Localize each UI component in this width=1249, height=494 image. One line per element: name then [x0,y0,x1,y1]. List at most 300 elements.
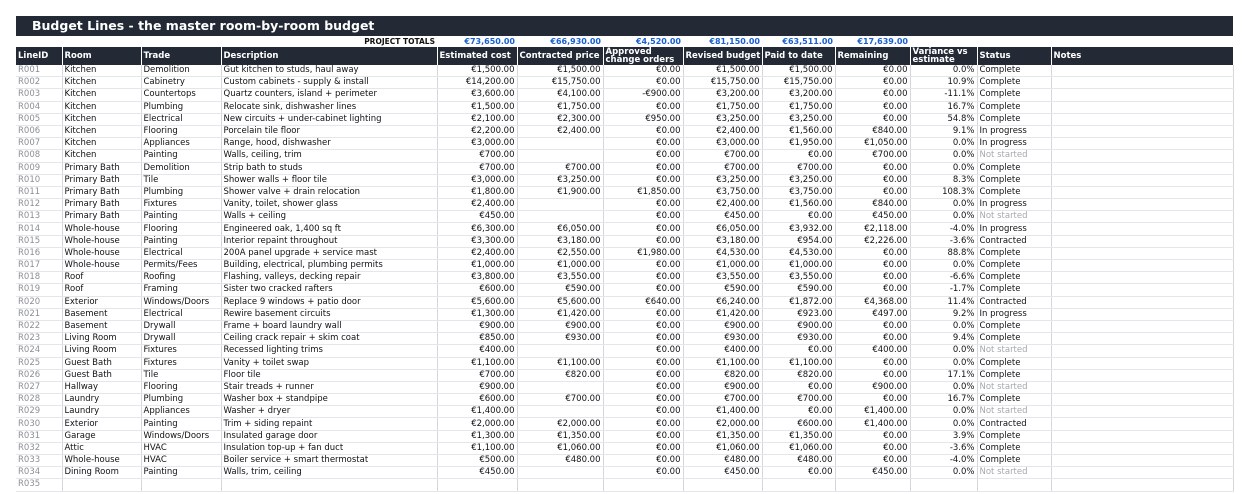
cell-revised-budget[interactable]: €1,060.00 [683,442,762,454]
cell-notes[interactable] [1051,369,1233,381]
cell-line-id[interactable]: R020 [16,296,62,308]
cell-estimated-cost[interactable]: €3,000.00 [437,174,517,186]
cell-revised-budget[interactable]: €4,530.00 [683,247,762,259]
cell-approved-change-orders[interactable]: €0.00 [603,199,683,211]
cell-status[interactable]: Not started [977,150,1051,162]
cell-line-id[interactable]: R011 [16,186,62,198]
cell-paid-to-date[interactable]: €700.00 [762,394,835,406]
table-row[interactable] [16,65,1233,77]
cell-status[interactable]: In progress [977,199,1051,211]
cell-estimated-cost[interactable]: €600.00 [437,284,517,296]
cell-paid-to-date[interactable]: €1,500.00 [762,65,835,77]
cell-approved-change-orders[interactable]: €0.00 [603,101,683,113]
cell-paid-to-date[interactable]: €1,350.00 [762,430,835,442]
cell-remaining[interactable]: €0.00 [835,186,910,198]
cell-room[interactable]: Primary Bath [62,211,141,223]
cell-description[interactable]: Insulation top-up + fan duct [221,442,437,454]
cell-revised-budget[interactable]: €900.00 [683,320,762,332]
cell-remaining[interactable]: €450.00 [835,467,910,479]
cell-estimated-cost[interactable]: €1,800.00 [437,186,517,198]
cell-contracted-price[interactable]: €1,100.00 [517,357,603,369]
cell-contracted-price[interactable]: €3,180.00 [517,235,603,247]
cell-room[interactable]: Whole-house [62,455,141,467]
cell-remaining[interactable]: €2,118.00 [835,223,910,235]
cell-status[interactable]: Complete [977,394,1051,406]
cell-variance-vs-estimate[interactable]: 108.3% [910,186,977,198]
cell-notes[interactable] [1051,162,1233,174]
cell-revised-budget[interactable]: €3,550.00 [683,272,762,284]
cell-notes[interactable] [1051,150,1233,162]
table-row[interactable] [16,467,1233,479]
cell-line-id[interactable]: R034 [16,467,62,479]
cell-status[interactable]: Complete [977,333,1051,345]
cell-revised-budget[interactable]: €1,100.00 [683,357,762,369]
cell-trade[interactable]: Fixtures [141,357,221,369]
column-header-revised-budget[interactable]: Revised budget [683,47,762,65]
cell-estimated-cost[interactable]: €1,300.00 [437,430,517,442]
cell-contracted-price[interactable] [517,150,603,162]
cell-description[interactable]: Boiler service + smart thermostat [221,455,437,467]
cell-line-id[interactable]: R029 [16,406,62,418]
cell-notes[interactable] [1051,333,1233,345]
cell-remaining[interactable]: €0.00 [835,284,910,296]
cell-revised-budget[interactable]: €3,000.00 [683,138,762,150]
cell-estimated-cost[interactable]: €3,800.00 [437,272,517,284]
total-remaining[interactable]: €17,639.00 [857,37,908,46]
cell-room[interactable]: Primary Bath [62,174,141,186]
cell-paid-to-date[interactable]: €1,560.00 [762,125,835,137]
cell-approved-change-orders[interactable]: €0.00 [603,125,683,137]
column-header-line-id[interactable]: LineID [16,47,62,65]
cell-status[interactable]: Complete [977,284,1051,296]
cell-estimated-cost[interactable]: €1,500.00 [437,65,517,77]
cell-estimated-cost[interactable]: €2,000.00 [437,418,517,430]
cell-room[interactable]: Kitchen [62,125,141,137]
cell-description[interactable]: Trim + siding repaint [221,418,437,430]
cell-room[interactable]: Garage [62,430,141,442]
cell-estimated-cost[interactable]: €1,100.00 [437,442,517,454]
cell-description[interactable]: Washer + dryer [221,406,437,418]
cell-estimated-cost[interactable]: €1,100.00 [437,357,517,369]
cell-description[interactable]: Recessed lighting trims [221,345,437,357]
cell-description[interactable]: Engineered oak, 1,400 sq ft [221,223,437,235]
cell-status[interactable]: Complete [977,357,1051,369]
cell-paid-to-date[interactable]: €0.00 [762,381,835,393]
cell-trade[interactable]: Painting [141,418,221,430]
table-row[interactable] [16,381,1233,393]
cell-variance-vs-estimate[interactable]: 0.0% [910,418,977,430]
cell-contracted-price[interactable]: €1,500.00 [517,65,603,77]
cell-description[interactable]: Vanity + toilet swap [221,357,437,369]
cell-trade[interactable]: Demolition [141,65,221,77]
cell-line-id[interactable]: R033 [16,455,62,467]
cell-contracted-price[interactable]: €590.00 [517,284,603,296]
cell-estimated-cost[interactable]: €900.00 [437,320,517,332]
cell-approved-change-orders[interactable]: €0.00 [603,333,683,345]
table-row[interactable] [16,199,1233,211]
cell-line-id[interactable]: R030 [16,418,62,430]
cell-trade[interactable]: Plumbing [141,394,221,406]
cell-variance-vs-estimate[interactable]: 0.0% [910,406,977,418]
table-row[interactable] [16,369,1233,381]
cell-variance-vs-estimate[interactable]: -1.7% [910,284,977,296]
cell-estimated-cost[interactable]: €2,100.00 [437,113,517,125]
cell-paid-to-date[interactable]: €700.00 [762,162,835,174]
cell-line-id[interactable]: R032 [16,442,62,454]
cell-status[interactable] [977,479,1051,491]
cell-approved-change-orders[interactable] [603,479,683,491]
cell-variance-vs-estimate[interactable]: 0.0% [910,138,977,150]
cell-revised-budget[interactable]: €3,200.00 [683,89,762,101]
cell-room[interactable]: Exterior [62,418,141,430]
cell-room[interactable]: Kitchen [62,138,141,150]
cell-notes[interactable] [1051,479,1233,491]
cell-estimated-cost[interactable]: €1,500.00 [437,101,517,113]
cell-approved-change-orders[interactable]: €0.00 [603,162,683,174]
table-row[interactable] [16,357,1233,369]
cell-status[interactable]: Complete [977,272,1051,284]
cell-remaining[interactable]: €0.00 [835,455,910,467]
cell-estimated-cost[interactable]: €500.00 [437,455,517,467]
cell-remaining[interactable]: €450.00 [835,211,910,223]
cell-approved-change-orders[interactable]: €640.00 [603,296,683,308]
cell-notes[interactable] [1051,272,1233,284]
cell-paid-to-date[interactable]: €923.00 [762,308,835,320]
cell-room[interactable]: Basement [62,320,141,332]
cell-remaining[interactable]: €497.00 [835,308,910,320]
cell-variance-vs-estimate[interactable]: 0.0% [910,357,977,369]
cell-notes[interactable] [1051,430,1233,442]
cell-line-id[interactable]: R017 [16,260,62,272]
cell-description[interactable]: Porcelain tile floor [221,125,437,137]
cell-trade[interactable]: Permits/Fees [141,260,221,272]
cell-approved-change-orders[interactable]: €0.00 [603,223,683,235]
cell-description[interactable]: Stair treads + runner [221,381,437,393]
cell-contracted-price[interactable]: €1,420.00 [517,308,603,320]
cell-status[interactable]: Not started [977,406,1051,418]
cell-revised-budget[interactable]: €1,750.00 [683,101,762,113]
table-row[interactable] [16,296,1233,308]
cell-line-id[interactable]: R012 [16,199,62,211]
column-header-contracted-price[interactable]: Contracted price [517,47,603,65]
cell-status[interactable]: In progress [977,308,1051,320]
cell-trade[interactable]: Electrical [141,308,221,320]
cell-revised-budget[interactable]: €400.00 [683,345,762,357]
cell-trade[interactable]: Flooring [141,381,221,393]
cell-estimated-cost[interactable]: €600.00 [437,394,517,406]
cell-trade[interactable]: Tile [141,174,221,186]
cell-line-id[interactable]: R014 [16,223,62,235]
cell-revised-budget[interactable]: €700.00 [683,162,762,174]
cell-line-id[interactable]: R026 [16,369,62,381]
cell-variance-vs-estimate[interactable]: -6.6% [910,272,977,284]
cell-variance-vs-estimate[interactable]: 11.4% [910,296,977,308]
table-row[interactable] [16,320,1233,332]
cell-room[interactable]: Living Room [62,345,141,357]
cell-paid-to-date[interactable]: €0.00 [762,211,835,223]
cell-approved-change-orders[interactable]: €0.00 [603,77,683,89]
column-header-room[interactable]: Room [62,47,141,65]
cell-estimated-cost[interactable]: €2,200.00 [437,125,517,137]
cell-paid-to-date[interactable]: €1,100.00 [762,357,835,369]
cell-room[interactable]: Primary Bath [62,186,141,198]
cell-paid-to-date[interactable]: €1,060.00 [762,442,835,454]
table-row[interactable] [16,89,1233,101]
cell-description[interactable]: Interior repaint throughout [221,235,437,247]
cell-notes[interactable] [1051,113,1233,125]
cell-revised-budget[interactable]: €2,400.00 [683,125,762,137]
cell-trade[interactable]: Plumbing [141,186,221,198]
cell-paid-to-date[interactable]: €15,750.00 [762,77,835,89]
cell-line-id[interactable]: R010 [16,174,62,186]
table-row[interactable] [16,162,1233,174]
cell-description[interactable]: Flashing, valleys, decking repair [221,272,437,284]
cell-revised-budget[interactable]: €1,000.00 [683,260,762,272]
cell-room[interactable]: Hallway [62,381,141,393]
cell-remaining[interactable]: €840.00 [835,199,910,211]
cell-notes[interactable] [1051,455,1233,467]
cell-approved-change-orders[interactable]: €0.00 [603,150,683,162]
cell-remaining[interactable]: €4,368.00 [835,296,910,308]
cell-notes[interactable] [1051,89,1233,101]
table-row[interactable] [16,186,1233,198]
cell-remaining[interactable]: €0.00 [835,113,910,125]
cell-status[interactable]: In progress [977,125,1051,137]
cell-status[interactable]: Contracted [977,296,1051,308]
cell-estimated-cost[interactable]: €3,300.00 [437,235,517,247]
cell-approved-change-orders[interactable]: €0.00 [603,284,683,296]
cell-notes[interactable] [1051,442,1233,454]
cell-room[interactable]: Guest Bath [62,369,141,381]
cell-trade[interactable]: Painting [141,150,221,162]
cell-approved-change-orders[interactable]: €0.00 [603,430,683,442]
cell-description[interactable]: Building, electrical, plumbing permits [221,260,437,272]
cell-line-id[interactable]: R005 [16,113,62,125]
table-row[interactable] [16,113,1233,125]
cell-status[interactable]: Complete [977,162,1051,174]
cell-approved-change-orders[interactable]: €0.00 [603,467,683,479]
cell-contracted-price[interactable]: €700.00 [517,394,603,406]
cell-notes[interactable] [1051,125,1233,137]
cell-contracted-price[interactable] [517,211,603,223]
cell-notes[interactable] [1051,65,1233,77]
cell-status[interactable]: In progress [977,138,1051,150]
cell-trade[interactable]: Painting [141,467,221,479]
cell-contracted-price[interactable]: €5,600.00 [517,296,603,308]
cell-line-id[interactable]: R015 [16,235,62,247]
cell-status[interactable]: Complete [977,186,1051,198]
cell-trade[interactable]: Framing [141,284,221,296]
cell-paid-to-date[interactable]: €0.00 [762,150,835,162]
cell-line-id[interactable]: R013 [16,211,62,223]
cell-room[interactable]: Kitchen [62,77,141,89]
cell-description[interactable]: Sister two cracked rafters [221,284,437,296]
cell-approved-change-orders[interactable]: €0.00 [603,211,683,223]
cell-contracted-price[interactable]: €1,350.00 [517,430,603,442]
cell-variance-vs-estimate[interactable]: -3.6% [910,235,977,247]
cell-status[interactable]: Complete [977,260,1051,272]
cell-description[interactable]: Range, hood, dishwasher [221,138,437,150]
cell-remaining[interactable]: €0.00 [835,394,910,406]
cell-room[interactable]: Whole-house [62,235,141,247]
cell-estimated-cost[interactable]: €2,400.00 [437,199,517,211]
cell-notes[interactable] [1051,77,1233,89]
cell-status[interactable]: Complete [977,89,1051,101]
cell-paid-to-date[interactable]: €820.00 [762,369,835,381]
cell-trade[interactable]: Tile [141,369,221,381]
cell-remaining[interactable]: €0.00 [835,357,910,369]
cell-remaining[interactable]: €0.00 [835,89,910,101]
cell-description[interactable]: Floor tile [221,369,437,381]
cell-variance-vs-estimate[interactable]: 88.8% [910,247,977,259]
cell-estimated-cost[interactable]: €1,300.00 [437,308,517,320]
cell-trade[interactable]: Appliances [141,406,221,418]
cell-status[interactable]: Not started [977,381,1051,393]
cell-paid-to-date[interactable]: €900.00 [762,320,835,332]
cell-paid-to-date[interactable]: €0.00 [762,345,835,357]
cell-status[interactable]: Complete [977,442,1051,454]
cell-line-id[interactable]: R002 [16,77,62,89]
cell-estimated-cost[interactable]: €14,200.00 [437,77,517,89]
cell-trade[interactable]: Plumbing [141,101,221,113]
cell-line-id[interactable]: R018 [16,272,62,284]
cell-line-id[interactable]: R031 [16,430,62,442]
table-row[interactable] [16,345,1233,357]
cell-variance-vs-estimate[interactable]: 3.9% [910,430,977,442]
cell-contracted-price[interactable]: €3,250.00 [517,174,603,186]
cell-variance-vs-estimate[interactable]: 8.3% [910,174,977,186]
cell-revised-budget[interactable]: €1,400.00 [683,406,762,418]
cell-remaining[interactable]: €0.00 [835,65,910,77]
cell-trade[interactable]: Painting [141,211,221,223]
cell-revised-budget[interactable]: €450.00 [683,211,762,223]
cell-contracted-price[interactable]: €820.00 [517,369,603,381]
cell-room[interactable] [62,479,141,491]
table-row[interactable] [16,150,1233,162]
table-row[interactable] [16,174,1233,186]
cell-remaining[interactable]: €0.00 [835,442,910,454]
column-header-paid-to-date[interactable]: Paid to date [762,47,835,65]
cell-notes[interactable] [1051,296,1233,308]
total-revised-budget[interactable]: €81,150.00 [709,37,760,46]
cell-line-id[interactable]: R027 [16,381,62,393]
cell-room[interactable]: Kitchen [62,89,141,101]
cell-status[interactable]: Complete [977,65,1051,77]
cell-description[interactable]: Relocate sink, dishwasher lines [221,101,437,113]
cell-remaining[interactable]: €0.00 [835,77,910,89]
cell-paid-to-date[interactable]: €3,550.00 [762,272,835,284]
cell-room[interactable]: Kitchen [62,150,141,162]
cell-revised-budget[interactable]: €2,400.00 [683,199,762,211]
cell-line-id[interactable]: R021 [16,308,62,320]
cell-description[interactable]: Frame + board laundry wall [221,320,437,332]
cell-approved-change-orders[interactable]: €1,850.00 [603,186,683,198]
cell-paid-to-date[interactable]: €930.00 [762,333,835,345]
cell-trade[interactable]: Roofing [141,272,221,284]
cell-trade[interactable]: Demolition [141,162,221,174]
cell-notes[interactable] [1051,308,1233,320]
table-row[interactable] [16,247,1233,259]
cell-estimated-cost[interactable]: €5,600.00 [437,296,517,308]
cell-variance-vs-estimate[interactable]: 0.0% [910,345,977,357]
cell-room[interactable]: Dining Room [62,467,141,479]
cell-approved-change-orders[interactable]: €0.00 [603,369,683,381]
cell-status[interactable]: Complete [977,101,1051,113]
cell-paid-to-date[interactable] [762,479,835,491]
column-header-status[interactable]: Status [977,47,1051,65]
cell-status[interactable]: Not started [977,211,1051,223]
cell-paid-to-date[interactable]: €1,750.00 [762,101,835,113]
cell-line-id[interactable]: R022 [16,320,62,332]
cell-variance-vs-estimate[interactable]: 9.1% [910,125,977,137]
cell-line-id[interactable]: R025 [16,357,62,369]
table-row[interactable] [16,223,1233,235]
cell-estimated-cost[interactable]: €3,000.00 [437,138,517,150]
cell-paid-to-date[interactable]: €480.00 [762,455,835,467]
cell-notes[interactable] [1051,247,1233,259]
cell-contracted-price[interactable]: €1,900.00 [517,186,603,198]
cell-contracted-price[interactable] [517,138,603,150]
cell-notes[interactable] [1051,199,1233,211]
cell-approved-change-orders[interactable]: €0.00 [603,418,683,430]
cell-room[interactable]: Laundry [62,406,141,418]
cell-approved-change-orders[interactable]: €0.00 [603,138,683,150]
cell-trade[interactable]: Cabinetry [141,77,221,89]
cell-variance-vs-estimate[interactable]: 0.0% [910,260,977,272]
cell-room[interactable]: Roof [62,284,141,296]
cell-approved-change-orders[interactable]: €0.00 [603,455,683,467]
cell-description[interactable]: Shower valve + drain relocation [221,186,437,198]
column-header-estimated-cost[interactable]: Estimated cost [437,47,517,65]
cell-description[interactable]: Washer box + standpipe [221,394,437,406]
cell-room[interactable]: Kitchen [62,101,141,113]
cell-contracted-price[interactable] [517,467,603,479]
cell-description[interactable]: New circuits + under-cabinet lighting [221,113,437,125]
cell-approved-change-orders[interactable]: €0.00 [603,308,683,320]
cell-approved-change-orders[interactable]: €0.00 [603,65,683,77]
cell-variance-vs-estimate[interactable]: 17.1% [910,369,977,381]
cell-revised-budget[interactable]: €590.00 [683,284,762,296]
cell-contracted-price[interactable]: €900.00 [517,320,603,332]
cell-paid-to-date[interactable]: €0.00 [762,406,835,418]
cell-room[interactable]: Exterior [62,296,141,308]
cell-variance-vs-estimate[interactable]: 9.2% [910,308,977,320]
cell-approved-change-orders[interactable]: €0.00 [603,394,683,406]
cell-room[interactable]: Whole-house [62,260,141,272]
cell-line-id[interactable]: R008 [16,150,62,162]
cell-revised-budget[interactable]: €820.00 [683,369,762,381]
cell-line-id[interactable]: R028 [16,394,62,406]
cell-trade[interactable]: Electrical [141,113,221,125]
cell-description[interactable]: Vanity, toilet, shower glass [221,199,437,211]
cell-approved-change-orders[interactable]: €0.00 [603,442,683,454]
total-paid-to-date[interactable]: €63,511.00 [782,37,833,46]
cell-line-id[interactable]: R001 [16,65,62,77]
cell-room[interactable]: Basement [62,308,141,320]
cell-estimated-cost[interactable]: €700.00 [437,150,517,162]
cell-contracted-price[interactable] [517,406,603,418]
cell-status[interactable]: Complete [977,320,1051,332]
cell-room[interactable]: Kitchen [62,65,141,77]
cell-trade[interactable]: HVAC [141,455,221,467]
cell-description[interactable]: Rewire basement circuits [221,308,437,320]
cell-trade[interactable]: Electrical [141,247,221,259]
cell-description[interactable]: Replace 9 windows + patio door [221,296,437,308]
cell-paid-to-date[interactable]: €954.00 [762,235,835,247]
cell-contracted-price[interactable]: €1,060.00 [517,442,603,454]
cell-approved-change-orders[interactable]: €0.00 [603,357,683,369]
cell-estimated-cost[interactable]: €2,400.00 [437,247,517,259]
